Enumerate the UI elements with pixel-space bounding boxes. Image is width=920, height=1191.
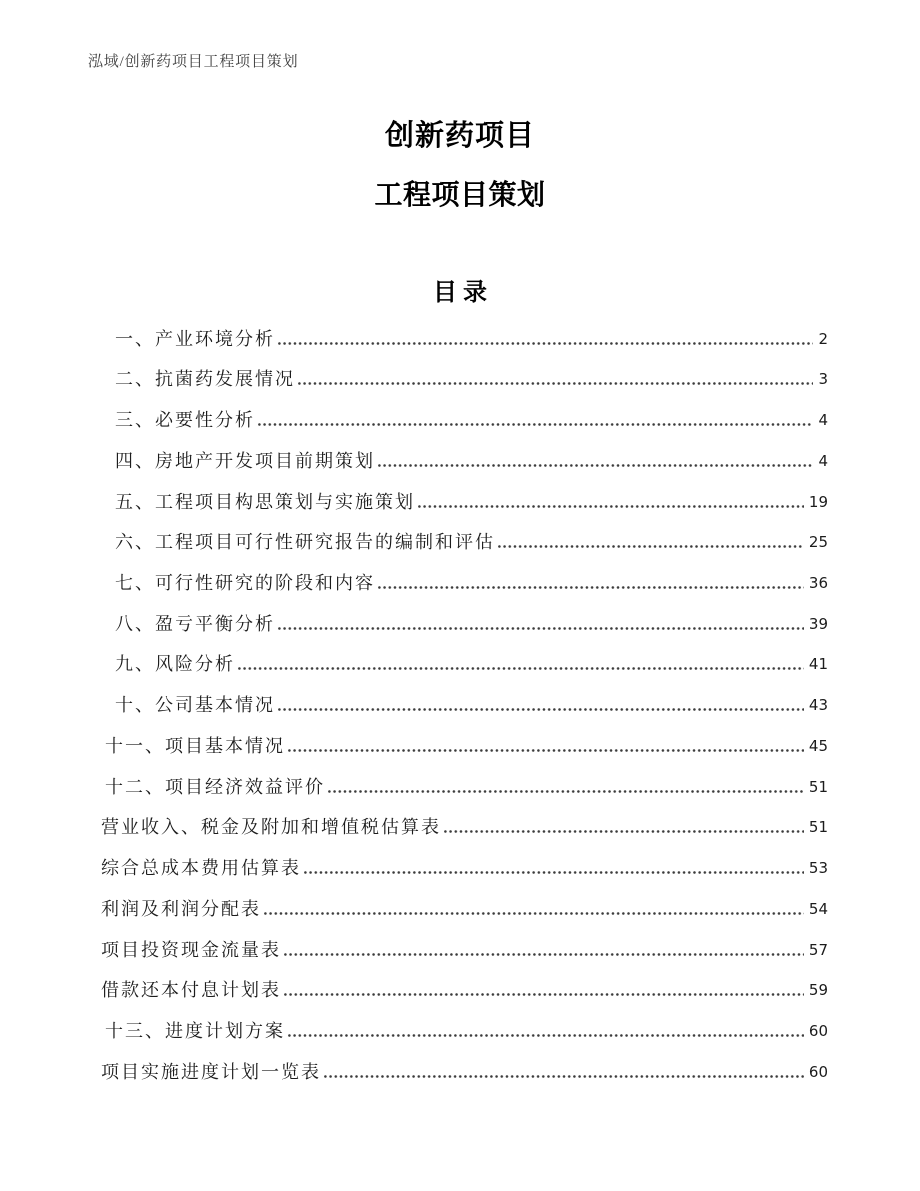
toc-entry-page-number: 45 [808, 736, 828, 755]
toc-entry-page-number: 53 [808, 859, 828, 878]
dot-leader [258, 422, 813, 427]
toc-entry[interactable] [100, 757, 828, 798]
toc-entry-page-number: 4 [818, 451, 828, 470]
dot-leader [378, 585, 804, 590]
dot-leader [284, 992, 804, 997]
toc-entry-label: 营业收入、税金及附加和增值税估算表 [101, 817, 441, 838]
toc-entry-page-number: 60 [808, 1062, 828, 1081]
toc-entry-label: 五、工程项目构思策划与实施策划 [115, 491, 415, 512]
dot-leader [264, 911, 804, 916]
toc-entry[interactable] [100, 920, 828, 961]
dot-leader [304, 870, 804, 875]
toc-entry[interactable] [100, 838, 828, 879]
dot-leader [284, 952, 804, 957]
toc-entry[interactable] [100, 513, 828, 554]
toc-entry[interactable] [100, 635, 828, 676]
toc-entry-label: 十、公司基本情况 [115, 695, 275, 716]
toc-entry-label: 借款还本付息计划表 [101, 980, 281, 1001]
toc-entry[interactable] [100, 390, 828, 431]
toc-entry-label: 八、盈亏平衡分析 [115, 613, 275, 634]
toc-entry-label: 一、产业环境分析 [115, 328, 275, 349]
toc-entry-page-number: 51 [808, 777, 828, 796]
dot-leader [278, 341, 813, 346]
toc-entry[interactable] [100, 431, 828, 472]
toc-entry-label: 十一、项目基本情况 [105, 735, 285, 756]
toc-entry[interactable] [100, 1042, 828, 1083]
toc-entry[interactable] [100, 594, 828, 635]
toc-entry[interactable] [100, 675, 828, 716]
toc-entry[interactable] [100, 472, 828, 513]
toc-entry-label: 项目投资现金流量表 [101, 939, 281, 960]
toc-entry-label: 综合总成本费用估算表 [101, 858, 301, 879]
toc-entry-label: 九、风险分析 [115, 654, 235, 675]
dot-leader [278, 626, 804, 631]
dot-leader [418, 504, 804, 509]
toc-entry-page-number: 2 [818, 329, 828, 348]
toc-entry-page-number: 25 [808, 533, 828, 552]
toc-entry[interactable] [100, 350, 828, 391]
toc-entry[interactable] [100, 553, 828, 594]
toc-entry[interactable] [100, 879, 828, 920]
toc-entry-label: 十二、项目经济效益评价 [105, 776, 325, 797]
toc-entry-page-number: 43 [808, 696, 828, 715]
toc-list [100, 309, 828, 1083]
toc-entry-page-number: 51 [808, 818, 828, 837]
document-title-line1: 创新药项目 [384, 120, 535, 152]
toc-heading: 目录 [433, 280, 493, 306]
dot-leader [288, 1033, 804, 1038]
toc-entry-label: 四、房地产开发项目前期策划 [115, 450, 375, 471]
dot-leader [324, 1074, 804, 1079]
toc-entry-page-number: 54 [808, 899, 828, 918]
toc-entry-page-number: 57 [808, 940, 828, 959]
toc-entry-label: 项目实施进度计划一览表 [101, 1061, 321, 1082]
dot-leader [498, 544, 804, 549]
toc-entry-label: 十三、进度计划方案 [105, 1020, 285, 1041]
dot-leader [444, 829, 804, 834]
toc-entry-label: 二、抗菌药发展情况 [115, 369, 295, 390]
toc-entry-label: 三、必要性分析 [115, 410, 255, 431]
toc-entry-page-number: 36 [808, 574, 828, 593]
toc-entry-page-number: 59 [808, 981, 828, 1000]
toc-entry-page-number: 41 [808, 655, 828, 674]
dot-leader [378, 463, 813, 468]
toc-entry-label: 六、工程项目可行性研究报告的编制和评估 [115, 532, 495, 553]
toc-entry-page-number: 60 [808, 1021, 828, 1040]
toc-entry-page-number: 4 [818, 411, 828, 430]
dot-leader [298, 381, 813, 386]
toc-entry[interactable] [100, 716, 828, 757]
dot-leader [288, 748, 804, 753]
toc-entry[interactable] [100, 798, 828, 839]
toc-entry-page-number: 3 [818, 370, 828, 389]
toc-entry[interactable] [100, 309, 828, 350]
toc-entry-page-number: 39 [808, 614, 828, 633]
dot-leader [238, 666, 804, 671]
document-header-watermark: 泓域/创新药项目工程项目策划 [88, 54, 299, 70]
toc-entry-page-number: 19 [808, 492, 828, 511]
toc-entry-label: 七、可行性研究的阶段和内容 [115, 573, 375, 594]
dot-leader [328, 789, 804, 794]
toc-entry[interactable] [100, 1001, 828, 1042]
dot-leader [278, 707, 804, 712]
toc-entry-label: 利润及利润分配表 [101, 898, 261, 919]
document-title-line2: 工程项目策划 [374, 179, 546, 210]
toc-entry[interactable] [100, 961, 828, 1002]
